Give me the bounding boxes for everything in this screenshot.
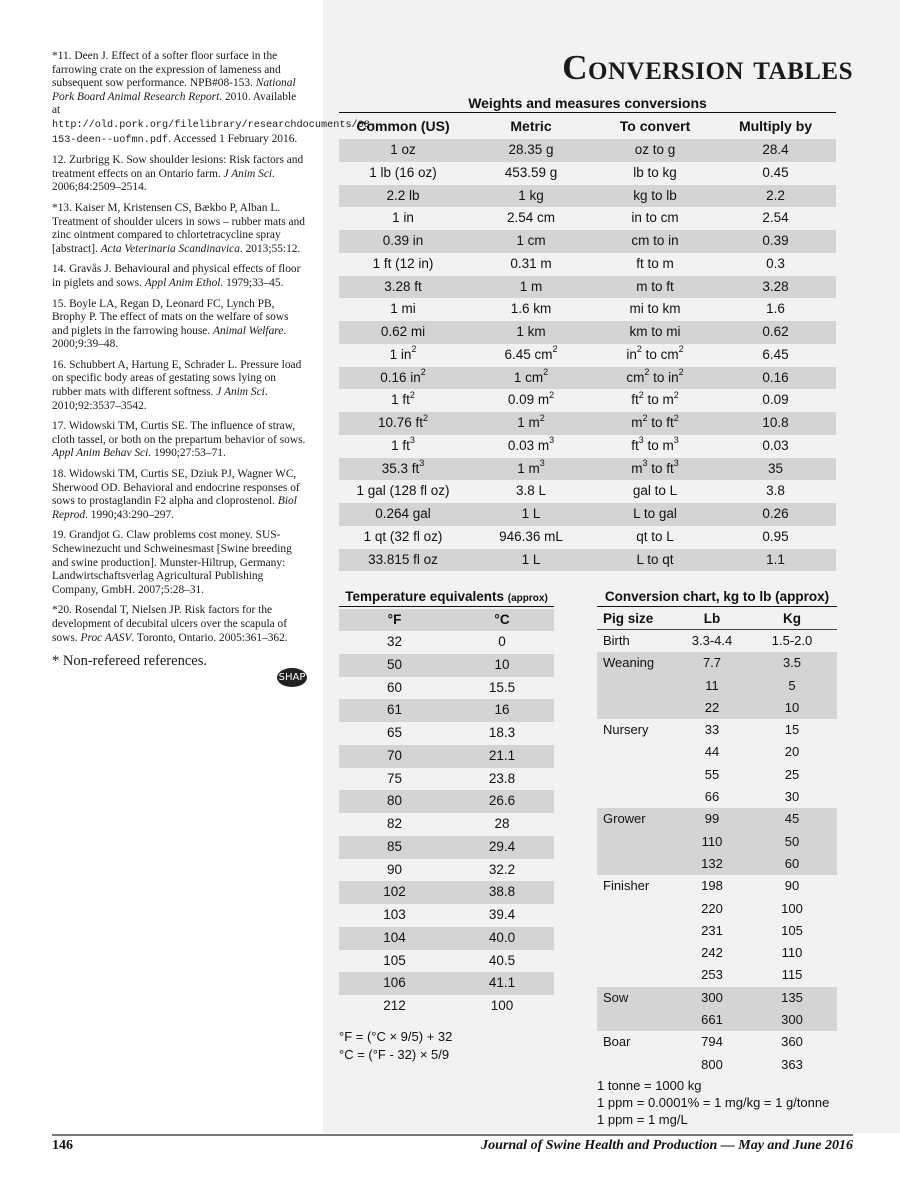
kg-lb-table-cell: Nursery (603, 722, 649, 738)
temperature-title-note: (approx) (507, 593, 548, 604)
temperature-table-cell: 32.2 (488, 861, 516, 877)
kg-lb-table-cell: 50 (784, 833, 800, 849)
journal-logo-icon: SHAP (277, 668, 307, 687)
weights-table-cell: $cm^2$ to $in^2$ (626, 367, 684, 385)
temperature-table-row (339, 859, 554, 882)
temperature-table-cell: 80 (386, 793, 403, 809)
temperature-table-cell: 10 (494, 656, 510, 672)
weights-table-cell: 2.54 cm (506, 210, 556, 226)
temperature-table-cell: 61 (386, 702, 403, 718)
weights-table-cell: 0.16 (762, 369, 789, 385)
kg-lb-header-kg: Kg (783, 611, 801, 626)
kg-lb-table-cell: 360 (781, 1034, 803, 1050)
kg-lb-table-cell (597, 741, 677, 763)
kg-lb-table-cell (597, 764, 677, 786)
reference-item: *13. Kaiser M, Kristensen CS, Bækbo P, Alban L. Treatment of shoulder ulcers in sows – rubber mats and zinc ointment compared to chlortetracycline spray [abstract]. Acta Veterinaria Scandinavica. 2013;55:12. (52, 201, 305, 255)
weights-table-cell: mi to km (629, 301, 681, 317)
temperature-table-cell: 60 (386, 679, 403, 695)
kg-lb-table-cell: 132 (701, 855, 723, 871)
kg-lb-table-cell: Boar (603, 1034, 631, 1050)
weights-table-cell: 1 oz (390, 142, 416, 157)
kg-lb-table-row (597, 808, 837, 830)
weights-table-body (339, 139, 836, 571)
kg-lb-table-cell: Weaning (603, 655, 655, 671)
kg-lb-table-row (597, 741, 837, 763)
temperature-table-row (339, 722, 554, 745)
note-ppm-volume: 1 ppm = 1 mg/L (597, 1112, 688, 1127)
weights-table-row (339, 435, 836, 458)
note-tonne: 1 tonne = 1000 kg (597, 1078, 702, 1093)
kg-lb-table-cell (597, 1054, 677, 1076)
temperature-table-cell: 70 (386, 747, 403, 763)
kg-lb-table-row (597, 898, 837, 920)
kg-lb-table-row (597, 831, 837, 853)
weights-header-to-convert: To convert (619, 118, 691, 134)
temperature-table-cell: 40.5 (488, 952, 516, 968)
temperature-table-cell: 212 (383, 998, 406, 1013)
weights-table-cell: km to mi (629, 324, 681, 339)
kg-lb-table-cell: 20 (784, 744, 800, 760)
kg-lb-table-cell: 198 (701, 878, 723, 894)
weights-table-cell: 10.8 (762, 415, 789, 430)
temperature-table-cell: 90 (386, 861, 403, 877)
weights-table-cell: 6.45 (762, 346, 789, 362)
weights-table-cell: 28.35 g (508, 142, 554, 157)
reference-item: 16. Schubbert A, Hartung E, Schrader L. Pressure load on specific body areas of gestating sows lying on rubber mats with different softness. J Anim Sci. 2010;92:3537–3542. (52, 358, 302, 412)
weights-table-cell: 0.45 (762, 164, 789, 180)
weights-table-row (339, 230, 836, 253)
temperature-header-c: °C (494, 612, 510, 627)
kg-lb-table-cell: 220 (701, 900, 723, 916)
weights-table-cell: 3.28 ft (384, 278, 422, 294)
weights-table-cell: in to cm (631, 210, 679, 226)
weights-table-row (339, 253, 836, 276)
kg-lb-table-cell (597, 675, 677, 697)
temperature-table-row (339, 995, 554, 1018)
weights-header-common: Common (US) (356, 118, 450, 134)
weights-table-cell: 0.03 $m^3$ (507, 435, 555, 453)
weights-table-cell: 1.6 (766, 301, 785, 317)
kg-lb-table-cell: 15 (784, 722, 800, 738)
kg-lb-table-cell: 242 (701, 945, 723, 961)
weights-table-row (339, 526, 836, 549)
weights-table-cell: 1 gal (128 fl oz) (356, 483, 450, 499)
temperature-table-cell: 75 (386, 770, 403, 786)
temperature-table-cell: 21.1 (488, 747, 516, 763)
temperature-table-row (339, 813, 554, 836)
weights-table-cell: 1 mi (390, 301, 416, 317)
kg-lb-table-cell: 90 (784, 878, 800, 894)
weights-table-cell: cm to in (631, 233, 679, 248)
weights-table-row (339, 207, 836, 230)
weights-table-cell: 946.36 mL (499, 528, 563, 544)
weights-table-cell: 35 (767, 460, 784, 476)
kg-lb-table-row (597, 786, 837, 808)
weights-table-row (339, 458, 836, 481)
kg-lb-table-cell: 661 (701, 1012, 723, 1028)
reference-item: 18. Widowski TM, Curtis SE, Dziuk PJ, Wagner WC, Sherwood OD. Behavioral and endocrine responses of sows to prostaglandin F2 alpha and cloprostenol. Biol Reprod. 1990;43:290–297. (52, 468, 300, 521)
kg-lb-table-cell: 11 (705, 677, 719, 693)
page-title: Conversion tables (562, 48, 853, 87)
weights-table-cell: 10.76 $ft^2$ (377, 412, 429, 430)
weights-table-cell: 6.45 $cm^2$ (504, 344, 558, 362)
weights-table-cell: 0.09 (762, 392, 789, 408)
weights-table-row (339, 367, 836, 390)
temperature-table-cell: 85 (386, 838, 403, 854)
weights-table-cell: 0.3 (766, 255, 785, 271)
kg-lb-table-row (597, 630, 837, 652)
weights-table-cell: $m^2$ to $ft^2$ (631, 412, 679, 430)
kg-lb-table-row (597, 1009, 837, 1031)
kg-lb-table-row (597, 719, 837, 741)
kg-lb-table-row (597, 1054, 837, 1076)
kg-lb-table-cell (597, 697, 677, 719)
kg-lb-table-cell: 5 (788, 677, 796, 693)
kg-lb-table-row (597, 675, 837, 697)
temperature-title-text: Temperature equivalents (345, 589, 505, 604)
weights-table-cell: 453.59 g (504, 164, 558, 180)
weights-table-row (339, 185, 836, 208)
journal-footer: Journal of Swine Health and Production — May and June 2016 (481, 1138, 853, 1153)
kg-lb-table-cell: 110 (701, 833, 723, 849)
temperature-table-cell: 15.5 (488, 679, 516, 695)
kg-lb-table-cell: 25 (784, 766, 800, 782)
weights-table-cell: kg to lb (633, 187, 677, 203)
kg-lb-table-row (597, 942, 837, 964)
formula-c: °C = (°F - 32) × 5/9 (339, 1047, 450, 1062)
weights-table-cell: 1 cm (516, 233, 546, 248)
kg-lb-table-cell: 363 (781, 1056, 803, 1072)
weights-table-cell: 1 kg (518, 187, 544, 203)
weights-table-row (339, 276, 836, 299)
kg-lb-table-cell: 99 (704, 811, 720, 827)
temperature-table-cell: 16 (494, 702, 510, 718)
kg-lb-table-row (597, 764, 837, 786)
weights-table-cell: 2.2 lb (386, 187, 420, 203)
weights-table-cell: 1 $ft^2$ (391, 389, 415, 408)
non-refereed-note: * Non-refereed references. (52, 653, 207, 670)
kg-lb-table-cell (597, 831, 677, 853)
weights-table-cell: 0.39 (762, 233, 789, 248)
kg-lb-table-cell: 100 (781, 900, 803, 916)
weights-table-cell: 3.28 (762, 278, 789, 294)
weights-table-cell: 1 $m^3$ (517, 458, 545, 476)
weights-table-cell: 0.39 in (382, 233, 424, 248)
note-ppm-mass: 1 ppm = 0.0001% = 1 mg/kg = 1 g/tonne (597, 1095, 830, 1110)
weights-table-row (339, 412, 836, 435)
temperature-table-row (339, 950, 554, 973)
weights-table-row (339, 480, 836, 503)
temperature-table-cell: 82 (386, 816, 403, 831)
temperature-table-cell: 32 (386, 634, 403, 649)
weights-table-cell: $m^3$ to $ft^3$ (631, 458, 679, 476)
weights-header-metric: Metric (510, 118, 552, 134)
reference-item: 15. Boyle LA, Regan D, Leonard FC, Lynch PB, Brophy P. The effect of mats on the welfare of sows and piglets in the farrowing house. Animal Welfare. 2000;9:39–48. (52, 297, 289, 351)
weights-table-row (339, 389, 836, 412)
reference-list (52, 50, 377, 670)
temperature-formulas (339, 1028, 452, 1064)
kg-lb-header-lb: Lb (703, 611, 721, 626)
temperature-table-cell: 38.8 (488, 884, 516, 900)
kg-lb-table-row (597, 853, 837, 875)
weights-table-cell: 33.815 fl oz (368, 551, 438, 567)
reference-item: *20. Rosendal T, Nielsen JP. Risk factors for the development of decubital ulcers over the scapula of sows. Proc AASV. Toronto, Ontario. 2005:361–362. (52, 604, 288, 644)
temperature-table-row (339, 768, 554, 791)
weights-table-cell: 1.6 km (510, 301, 552, 317)
reference-item: 19. Grandjot G. Claw problems cost money. SUS-Schewinezucht und Schweinesmast [Swine breeding and swine production]. Munster-Hiltrup, Germany: Landwirtschaftsverlag Agricultural Publishing Company, GmbH. 2007;5:28–31. (52, 529, 292, 596)
temperature-table-cell: 26.6 (488, 793, 516, 809)
kg-lb-table-cell: Finisher (603, 878, 650, 894)
weights-table-row (339, 162, 836, 185)
weights-table-row (339, 549, 836, 572)
kg-lb-table-cell: 66 (704, 789, 720, 805)
temperature-table-cell: 104 (383, 929, 406, 945)
temperature-table-cell: 105 (383, 952, 406, 968)
weights-table-cell: 1 qt (32 fl oz) (363, 528, 443, 544)
temperature-table-row (339, 927, 554, 950)
temperature-table-cell: 106 (383, 975, 406, 991)
weights-table-cell: 1.1 (766, 551, 785, 567)
weights-table-cell: 35.3 $ft^3$ (381, 458, 425, 476)
reference-item: 12. Zurbrigg K. Sow shoulder lesions: Risk factors and treatment effects on an Ontario farm. J Anim Sci. 2006;84:2509–2514. (52, 154, 304, 194)
weights-table-cell: L to qt (636, 551, 674, 567)
temperature-table-row (339, 677, 554, 700)
weights-table-cell: 0.16 $in^2$ (380, 367, 426, 385)
weights-table-cell: 0.26 (762, 506, 789, 521)
weights-table-cell: L to gal (633, 506, 677, 521)
temperature-table-cell: 23.8 (488, 770, 516, 786)
weights-table-row (339, 298, 836, 321)
temperature-table-row (339, 972, 554, 995)
kg-lb-notes (597, 1077, 829, 1128)
weights-table-cell: qt to L (636, 528, 674, 544)
temperature-table-cell: 65 (386, 725, 403, 740)
weights-table-row (339, 139, 836, 162)
kg-lb-table-cell: 55 (704, 766, 720, 782)
kg-lb-table-cell (597, 786, 677, 808)
weights-table-cell: 0.62 (762, 324, 789, 339)
temperature-table-row (339, 654, 554, 677)
kg-lb-table-cell: 231 (701, 922, 723, 938)
temperature-table-cell: 0 (498, 634, 506, 649)
weights-table-cell: 1 in (392, 210, 414, 226)
reference-item: 17. Widowski TM, Curtis SE. The influence of straw, cloth tassel, or both on the prepartum behavior of sows. Appl Anim Behav Sci. 1990;27:53–71. (52, 420, 306, 460)
weights-table-cell: 0.09 $m^2$ (507, 389, 555, 408)
kg-lb-table-cell: 44 (704, 744, 720, 760)
weights-table-cell: 0.95 (762, 528, 789, 544)
footer-rule (52, 1134, 853, 1136)
kg-lb-table-row (597, 987, 837, 1009)
kg-lb-table-cell (597, 853, 677, 875)
kg-lb-table-cell (597, 942, 677, 964)
temperature-table-cell: 39.4 (488, 907, 516, 922)
weights-table-cell: 3.8 (766, 483, 785, 499)
weights-table-cell: lb to kg (633, 164, 677, 180)
kg-lb-table-cell: 30 (784, 789, 800, 805)
kg-lb-table-row (597, 875, 837, 897)
formula-f: °F = (°C × 9/5) + 32 (339, 1029, 453, 1044)
temperature-table-cell: 50 (386, 656, 403, 672)
weights-table-row (339, 344, 836, 367)
weights-table-cell: 0.31 m (510, 255, 552, 271)
temperature-table-row (339, 745, 554, 768)
weights-table-cell: 1 $in^2$ (389, 344, 417, 362)
kg-lb-table-cell: 135 (781, 989, 803, 1005)
weights-table-cell: 0.62 mi (380, 324, 426, 339)
kg-lb-table-cell (597, 920, 677, 942)
temperature-table-row (339, 631, 554, 654)
weights-header-multiply: Multiply by (738, 118, 813, 134)
weights-table-cell: 2.54 (762, 210, 789, 226)
kg-lb-table-cell: 7.7 (702, 655, 722, 671)
kg-lb-table-cell: 253 (701, 967, 723, 983)
weights-table-cell: $ft^2$ to $m^2$ (631, 389, 679, 408)
weights-table-cell: ft to m (636, 255, 674, 271)
reference-url-link[interactable]: http://old.pork.org/filelibrary/researchdocuments/08-153-deen--uofmn.pdf (52, 119, 377, 146)
temperature-table-body (339, 631, 554, 1018)
temperature-table-cell: 29.4 (488, 838, 516, 854)
kg-lb-table-cell: 33 (704, 722, 720, 738)
kg-lb-table-row (597, 652, 837, 674)
temperature-table-title (339, 589, 554, 604)
kg-lb-table-cell: 3.5 (782, 655, 802, 671)
weights-table-rule (339, 112, 836, 113)
kg-lb-table-body (597, 630, 837, 1076)
weights-table-cell: 3.8 L (515, 483, 547, 499)
temperature-table-cell: 100 (490, 998, 514, 1013)
kg-lb-header-size: Pig size (603, 611, 654, 626)
kg-lb-table-cell: Sow (603, 989, 629, 1005)
temperature-table-rule (339, 606, 554, 607)
kg-lb-table-cell: 800 (701, 1056, 723, 1072)
kg-lb-table-cell: Birth (603, 633, 630, 648)
temperature-table-cell: 40.0 (488, 929, 516, 945)
temperature-table-cell: 18.3 (488, 725, 516, 740)
weights-table-title: Weights and measures conversions (468, 95, 707, 111)
page-number: 146 (52, 1138, 73, 1153)
kg-lb-table-row (597, 697, 837, 719)
kg-lb-table-header (597, 609, 837, 630)
temperature-table-row (339, 699, 554, 722)
kg-lb-table-cell: 300 (781, 1012, 803, 1028)
weights-table-cell: 0.03 (762, 437, 789, 453)
kg-lb-table-row (597, 964, 837, 986)
temperature-table-cell: 28 (494, 816, 510, 831)
weights-table-cell: 1 m (519, 278, 543, 294)
temperature-header-f: °F (387, 612, 402, 627)
weights-table-cell: $in^2$ to $cm^2$ (626, 344, 684, 362)
kg-lb-table-rule (597, 606, 837, 607)
kg-lb-table-cell: 60 (784, 855, 800, 871)
weights-table-cell: m to ft (636, 278, 674, 294)
kg-lb-table-cell: 10 (784, 699, 800, 715)
weights-table-cell: 1 $m^2$ (517, 412, 545, 430)
kg-lb-table-cell (597, 1009, 677, 1031)
kg-lb-table-cell: 45 (784, 811, 800, 827)
kg-lb-table-cell: 105 (781, 922, 803, 938)
temperature-table-header (339, 609, 554, 631)
kg-lb-table-cell: 22 (704, 699, 720, 715)
weights-table-cell: 1 L (521, 506, 541, 521)
weights-table-row (339, 503, 836, 526)
temperature-table-cell: 102 (383, 884, 406, 900)
weights-table-cell: 1 lb (16 oz) (369, 164, 437, 180)
weights-table-cell: 1 L (521, 551, 541, 567)
kg-lb-table-title: Conversion chart, kg to lb (approx) (604, 589, 830, 604)
temperature-table-cell: 103 (383, 907, 406, 922)
weights-table-cell: 28.4 (762, 142, 789, 157)
kg-lb-table-cell: 1.5-2.0 (771, 633, 813, 648)
kg-lb-table-cell (597, 964, 677, 986)
weights-table-cell: gal to L (632, 483, 678, 499)
weights-table-cell: 1 $ft^3$ (391, 435, 415, 453)
weights-table-cell: 1 $cm^2$ (513, 367, 549, 385)
weights-table-cell: oz to g (634, 142, 676, 157)
temperature-table-row (339, 836, 554, 859)
temperature-table-row (339, 904, 554, 927)
kg-lb-table-row (597, 1031, 837, 1053)
kg-lb-table-cell: Grower (603, 811, 646, 827)
reference-item: 14. Gravås J. Behavioural and physical effects of floor in piglets and sows. Appl Anim Ethol. 1979;33–45. (52, 263, 301, 289)
weights-table-cell: 2.2 (766, 187, 785, 203)
kg-lb-table-cell (597, 898, 677, 920)
weights-table-cell: $ft^3$ to $m^3$ (631, 435, 679, 453)
kg-lb-table-cell: 794 (701, 1034, 723, 1050)
kg-lb-table-cell: 110 (781, 945, 803, 961)
kg-lb-table-row (597, 920, 837, 942)
reference-item: *11. Deen J. Effect of a softer floor surface in the farrowing crate on the expression of lameness and subsequent sow performance. NPB#08-153. National Pork Board Animal Research Report. 2010. Available at http://old.pork.org/filelibrary/researchdocuments/08-153-deen--uofmn.pdf. Accessed 1 February 2016. (52, 50, 377, 146)
temperature-table-cell: 41.1 (488, 975, 516, 991)
weights-table-cell: 1 ft (12 in) (372, 255, 434, 271)
kg-lb-table-cell: 3.3-4.4 (691, 633, 733, 648)
weights-table-cell: 0.264 gal (375, 506, 431, 521)
kg-lb-table-cell: 115 (781, 967, 803, 983)
kg-lb-table-cell: 300 (701, 989, 723, 1005)
weights-table-row (339, 321, 836, 344)
temperature-table-row (339, 790, 554, 813)
temperature-table-row (339, 881, 554, 904)
weights-table-header (339, 118, 836, 134)
weights-table-cell: 1 km (516, 324, 546, 339)
